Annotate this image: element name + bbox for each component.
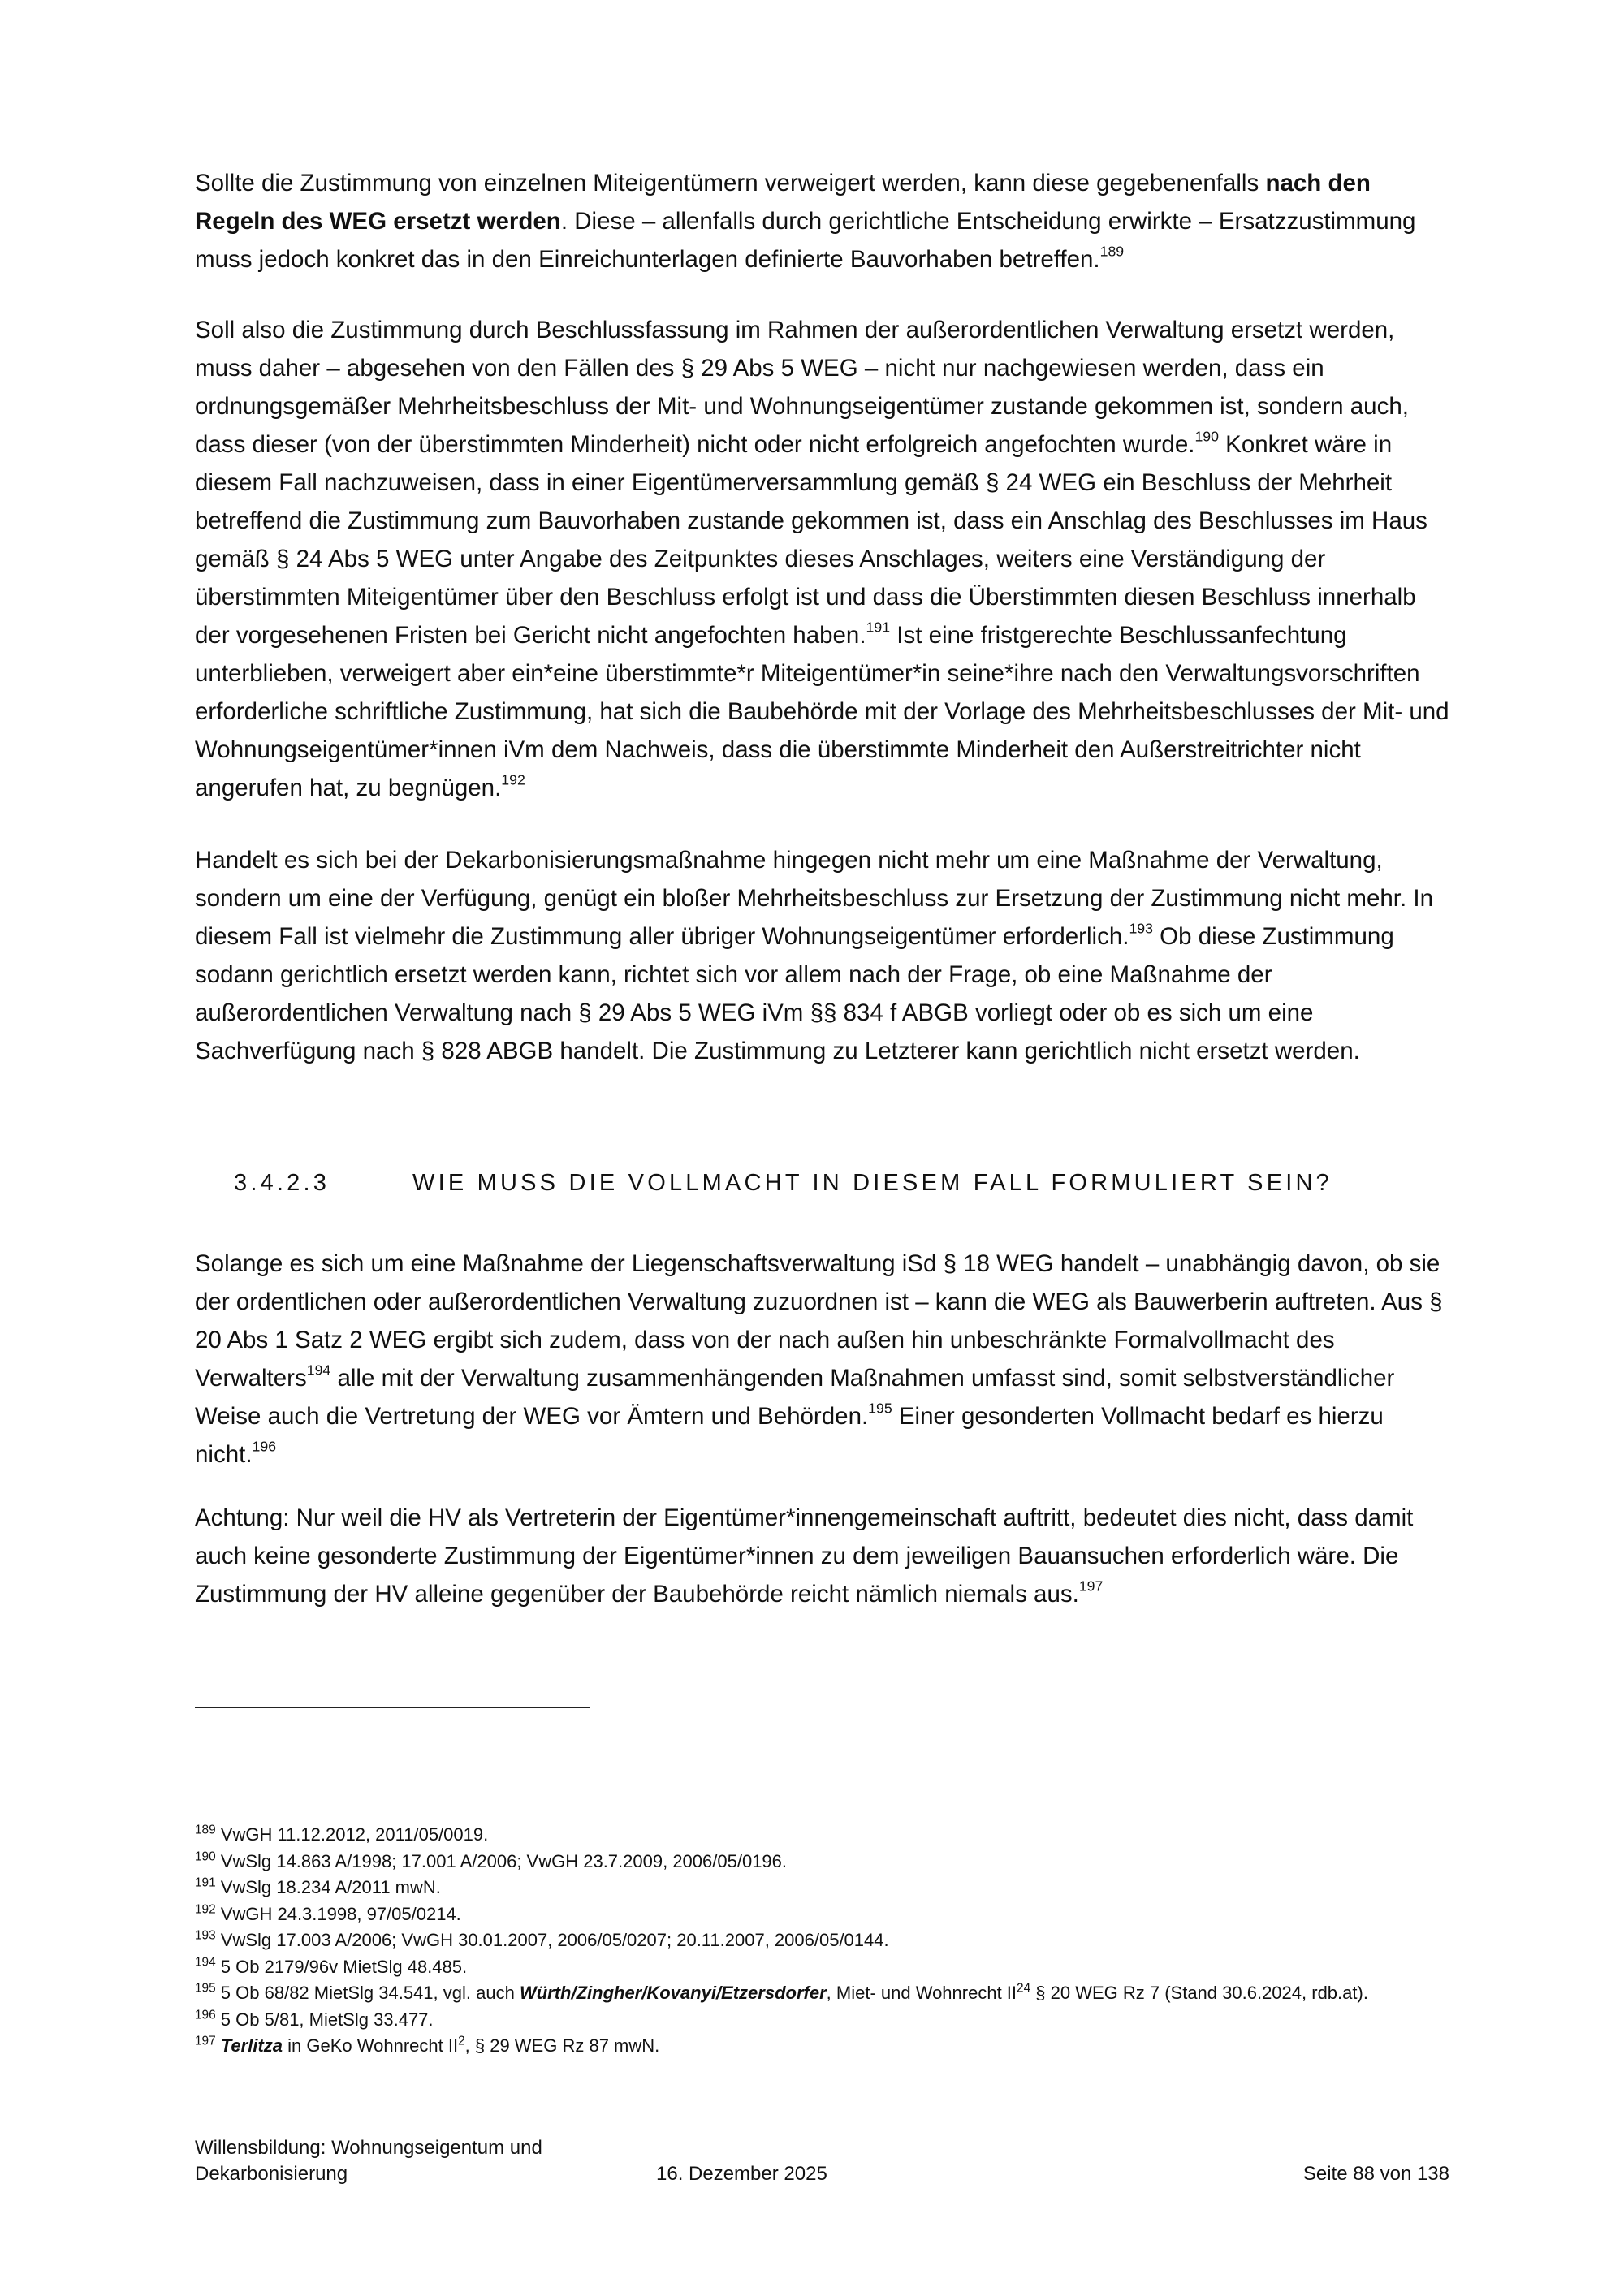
footnote-number: 194 [195, 1955, 216, 1970]
section-heading [234, 1167, 1332, 1199]
footnote-number: 191 [195, 1875, 216, 1890]
paragraph-text: Handelt es sich bei der Dekarbonisierungsmaßnahme hingegen nicht mehr um eine Maßnahme der Verwaltung, sondern um eine der Verfügung, genügt ein bloßer Mehrheitsbeschluss zur Ersetzung der Zustimmung nicht mehr. In diesem Fall ist vielmehr die Zustimmung aller übriger Wohnungseigentümer erforderlich. [195, 847, 1433, 950]
footnote-text: 5 Ob 68/82 MietSlg 34.541, vgl. auch [215, 1983, 520, 2003]
footnote-ref[interactable]: 193 [1129, 920, 1153, 937]
footnote-189 [195, 1822, 1449, 1849]
footnote-ref[interactable]: 194 [306, 1362, 331, 1379]
footnote-number: 197 [195, 2034, 216, 2048]
footnote-ref[interactable]: 195 [868, 1400, 892, 1417]
footnote-text: VwGH 24.3.1998, 97/05/0214. [215, 1903, 461, 1924]
footnote-text: § 20 WEG Rz 7 (Stand 30.6.2024, rdb.at). [1030, 1983, 1368, 2003]
paragraph-text: Einer gesonderten Vollmacht bedarf es hierzu nicht. [195, 1403, 1384, 1468]
section-title: WIE MUSS DIE VOLLMACHT IN DIESEM FALL FORMULIERT SEIN? [412, 1170, 1332, 1196]
footnote-ref[interactable]: 190 [1194, 428, 1219, 445]
page-number: Seite 88 von 138 [1302, 2163, 1449, 2185]
paragraph-3 [195, 841, 1449, 1070]
paragraph-5 [195, 1499, 1449, 1613]
footnote-number: 189 [195, 1823, 216, 1837]
footnote-text: 5 Ob 5/81, MietSlg 33.477. [215, 2009, 434, 2030]
footnote-191 [195, 1875, 1449, 1901]
paragraph-1 [195, 164, 1449, 278]
footnote-192 [195, 1901, 1449, 1928]
bold-phrase: nach den Regeln des WEG ersetzt werden [195, 170, 1371, 235]
paragraph-text: Konkret wäre in diesem Fall nachzuweisen, dass in einer Eigentümerversammlung gemäß § 24 WEG ein Beschluss der Mehrheit betreffend die Zustimmung zum Bauvorhaben zustande gekommen ist, dass ein Anschlag des Beschlusses im Haus gemäß § 24 Abs 5 WEG unter Angabe des Zeitpunktes dieses Anschlages, weiters eine Verständigung der überstimmten Miteigentümer über den Beschluss erfolgt ist und dass die Überstimmten diesen Beschluss innerhalb der vorgesehenen Fristen bei Gericht nicht angefochten haben. [195, 431, 1427, 649]
paragraph-text: Ist eine fristgerechte Beschlussanfechtung unterblieben, verweigert aber ein*eine überstimmte*r Miteigentümer*in seine*ihre nach den Verwaltungsvorschriften erforderliche schriftliche Zustimmung, hat sich die Baubehörde mit der Vorlage des Mehrheitsbeschlusses der Mit- und Wohnungseigentümer*innen iVm dem Nachweis, dass die überstimmte Minderheit den Außerstreitrichter nicht angerufen hat, zu begnügen. [195, 622, 1449, 801]
footer-date: 16. Dezember 2025 [656, 2163, 827, 2185]
footnotes [195, 1822, 1449, 2060]
footnote-text: , § 29 WEG Rz 87 mwN. [464, 2035, 660, 2056]
footnote-text: VwSlg 14.863 A/1998; 17.001 A/2006; VwGH 23.7.2009, 2006/05/0196. [215, 1850, 788, 1871]
paragraph-text: Ob diese Zustimmung sodann gerichtlich ersetzt werden kann, richtet sich vor allem nach der Frage, ob eine Maßnahme der außerordentlichen Verwaltung nach § 29 Abs 5 WEG iVm §§ 834 f ABGB vorliegt oder ob es sich um eine Sachverfügung nach § 828 ABGB handelt. Die Zustimmung zu Letzterer kann gerichtlich nicht ersetzt werden. [195, 923, 1394, 1064]
footnote-number: 190 [195, 1849, 216, 1864]
footnote-number: 196 [195, 2008, 216, 2022]
footnote-number: 193 [195, 1928, 216, 1943]
footnote-separator [195, 1707, 590, 1708]
footnote-authors: Terlitza [220, 2035, 283, 2056]
paragraph-2 [195, 311, 1449, 807]
paragraph-text: Soll also die Zustimmung durch Beschlussfassung im Rahmen der außerordentlichen Verwaltung ersetzt werden, muss daher – abgesehen von den Fällen des § 29 Abs 5 WEG – nicht nur nachgewiesen werden, dass ein ordnungsgemäßer Mehrheitsbeschluss der Mit- und Wohnungseigentümer zustande gekommen ist, sondern auch, dass dieser (von der überstimmten Minderheit) nicht oder nicht erfolgreich angefochten wurde. [195, 317, 1409, 458]
footnote-text: 5 Ob 2179/96v MietSlg 48.485. [215, 1956, 468, 1977]
footnote-ref[interactable]: 197 [1078, 1577, 1104, 1595]
footer-title-line: Willensbildung: Wohnungseigentum und [195, 2137, 542, 2159]
footnote-number: 192 [195, 1902, 216, 1917]
footnote-number: 195 [195, 1981, 216, 1996]
footnote-text: , Miet- und Wohnrecht II [826, 1983, 1017, 2003]
footnote-190 [195, 1849, 1449, 1875]
section-number: 3.4.2.3 [234, 1170, 330, 1196]
footnote-195 [195, 1980, 1449, 2007]
paragraph-text: alle mit der Verwaltung zusammenhängenden Maßnahmen umfasst sind, somit selbstverständlicher Weise auch die Vertretung der WEG vor Ämtern und Behörden. [195, 1365, 1395, 1430]
paragraph-text: Sollte die Zustimmung von einzelnen Miteigentümern verweigert werden, kann diese gegebenenfalls [195, 170, 1266, 196]
paragraph-text: Solange es sich um eine Maßnahme der Liegenschaftsverwaltung iSd § 18 WEG handelt – unabhängig davon, ob sie der ordentlichen oder außerordentlichen Verwaltung zuzuordnen ist – kann die WEG als Bauwerberin auftreten. Aus § 20 Abs 1 Satz 2 WEG ergibt sich zudem, dass von der nach außen hin unbeschränkte Formalvollmacht des Verwalters [195, 1250, 1443, 1392]
footnote-authors: Würth/Zingher/Kovanyi/Etzersdorfer [519, 1983, 827, 2003]
footnote-text: VwGH 11.12.2012, 2011/05/0019. [215, 1824, 489, 1845]
paragraph-4 [195, 1245, 1449, 1474]
footnote-ref[interactable]: 192 [501, 771, 525, 788]
footnote-text: in GeKo Wohnrecht II [283, 2035, 459, 2056]
footnote-194 [195, 1954, 1449, 1981]
footnote-ref[interactable]: 191 [866, 619, 891, 636]
edition-number: 2 [458, 2034, 465, 2048]
footnote-193 [195, 1927, 1449, 1954]
paragraph-text: . Diese – allenfalls durch gerichtliche Entscheidung erwirkte – Ersatzzustimmung muss jedoch konkret das in den Einreichunterlagen definierte Bauvorhaben betreffen. [195, 208, 1416, 273]
footnote-text: VwSlg 17.003 A/2006; VwGH 30.01.2007, 2006/05/0207; 20.11.2007, 2006/05/0144. [215, 1930, 889, 1950]
footnote-ref[interactable]: 196 [252, 1438, 277, 1455]
footer-document-title [195, 2135, 617, 2187]
footer-title-line: Dekarbonisierung [195, 2163, 348, 2185]
paragraph-text: Achtung: Nur weil die HV als Vertreterin der Eigentümer*innengemeinschaft auftritt, bedeutet dies nicht, dass damit auch keine gesonderte Zustimmung der Eigentümer*innen zu dem jeweiligen Bauansuchen erforderlich wäre. Die Zustimmung der HV alleine gegenüber der Baubehörde reicht nämlich niemals aus. [195, 1504, 1414, 1608]
footnote-196 [195, 2007, 1449, 2034]
footnote-ref[interactable]: 189 [1099, 243, 1125, 260]
footnote-197 [195, 2033, 1449, 2060]
edition-number: 24 [1017, 1981, 1031, 1996]
footnote-text: VwSlg 18.234 A/2011 mwN. [215, 1877, 441, 1897]
